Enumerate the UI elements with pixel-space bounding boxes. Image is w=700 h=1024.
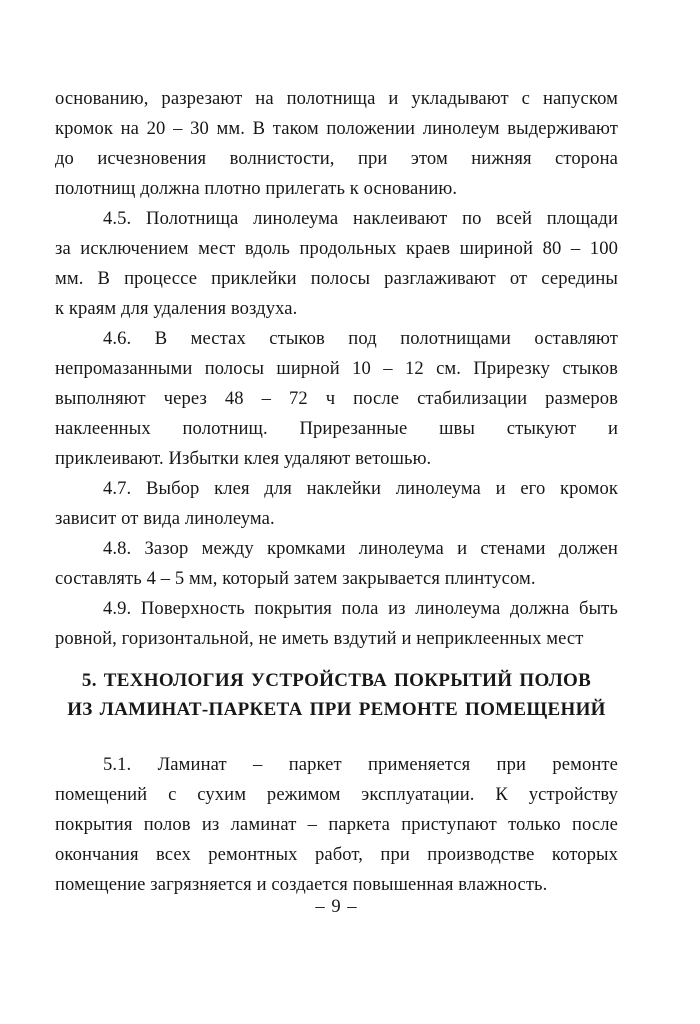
text-line: помещений с сухим режимом эксплуатации. К устройству (55, 784, 618, 805)
text-line: 5.1. Ламинат – паркет применяется при ремонте (103, 754, 618, 775)
text-line: к краям для удаления воздуха. (55, 298, 298, 319)
text-line: окончания всех ремонтных работ, при производстве которых (55, 844, 618, 865)
paragraph-4-8 (55, 534, 618, 594)
text-column (55, 84, 618, 922)
paragraph-4-9 (55, 594, 618, 654)
text-line: 4.5. Полотнища линолеума наклеивают по всей площади (103, 208, 618, 229)
text-line: за исключением мест вдоль продольных краев шириной 80 – 100 (55, 238, 618, 259)
section-heading-line: ИЗ ЛАМИНАТ-ПАРКЕТА ПРИ РЕМОНТЕ ПОМЕЩЕНИЙ (67, 699, 606, 720)
text-line: помещение загрязняется и создается повышенная влажность. (55, 874, 548, 895)
paragraph-4-4-continuation (55, 84, 618, 204)
text-line: 4.7. Выбор клея для наклейки линолеума и его кромок (103, 478, 618, 499)
text-line: 4.9. Поверхность покрытия пола из линолеума должна быть (103, 598, 618, 619)
section-heading-line: 5. ТЕХНОЛОГИЯ УСТРОЙСТВА ПОКРЫТИЙ ПОЛОВ (81, 670, 592, 691)
text-line: покрытия полов из ламинат – паркета приступают только после (55, 814, 618, 835)
section-heading (55, 666, 618, 724)
text-line: непромазанными полосы ширной 10 – 12 см. Прирезку стыков (55, 358, 618, 379)
paragraph-5-1 (55, 750, 618, 900)
text-line: 4.6. В местах стыков под полотнищами оставляют (103, 328, 618, 349)
text-line: до исчезновения волнистости, при этом нижняя сторона (55, 148, 618, 169)
text-line: зависит от вида линолеума. (55, 508, 275, 529)
paragraph-4-7 (55, 474, 618, 534)
text-line: 4.8. Зазор между кромками линолеума и стенами должен (103, 538, 618, 559)
text-line: ровной, горизонтальной, не иметь вздутий и неприклеенных мест (55, 628, 584, 649)
paragraph-4-6 (55, 324, 618, 474)
paragraph-4-5 (55, 204, 618, 324)
text-line: мм. В процессе приклейки полосы разглаживают от середины (55, 268, 618, 289)
text-line: полотнищ должна плотно прилегать к основанию. (55, 178, 458, 199)
text-line: наклеенных полотнищ. Прирезанные швы стыкуют и (55, 418, 618, 439)
text-line: основанию, разрезают на полотнища и укладывают с напуском (55, 88, 618, 109)
text-line: кромок на 20 – 30 мм. В таком положении линолеум выдерживают (55, 118, 618, 139)
text-line: приклеивают. Избытки клея удаляют ветошью. (55, 448, 432, 469)
text-line: выполняют через 48 – 72 ч после стабилизации размеров (55, 388, 618, 409)
text-line: составлять 4 – 5 мм, который затем закрывается плинтусом. (55, 568, 536, 589)
page-number: – 9 – (315, 896, 358, 917)
